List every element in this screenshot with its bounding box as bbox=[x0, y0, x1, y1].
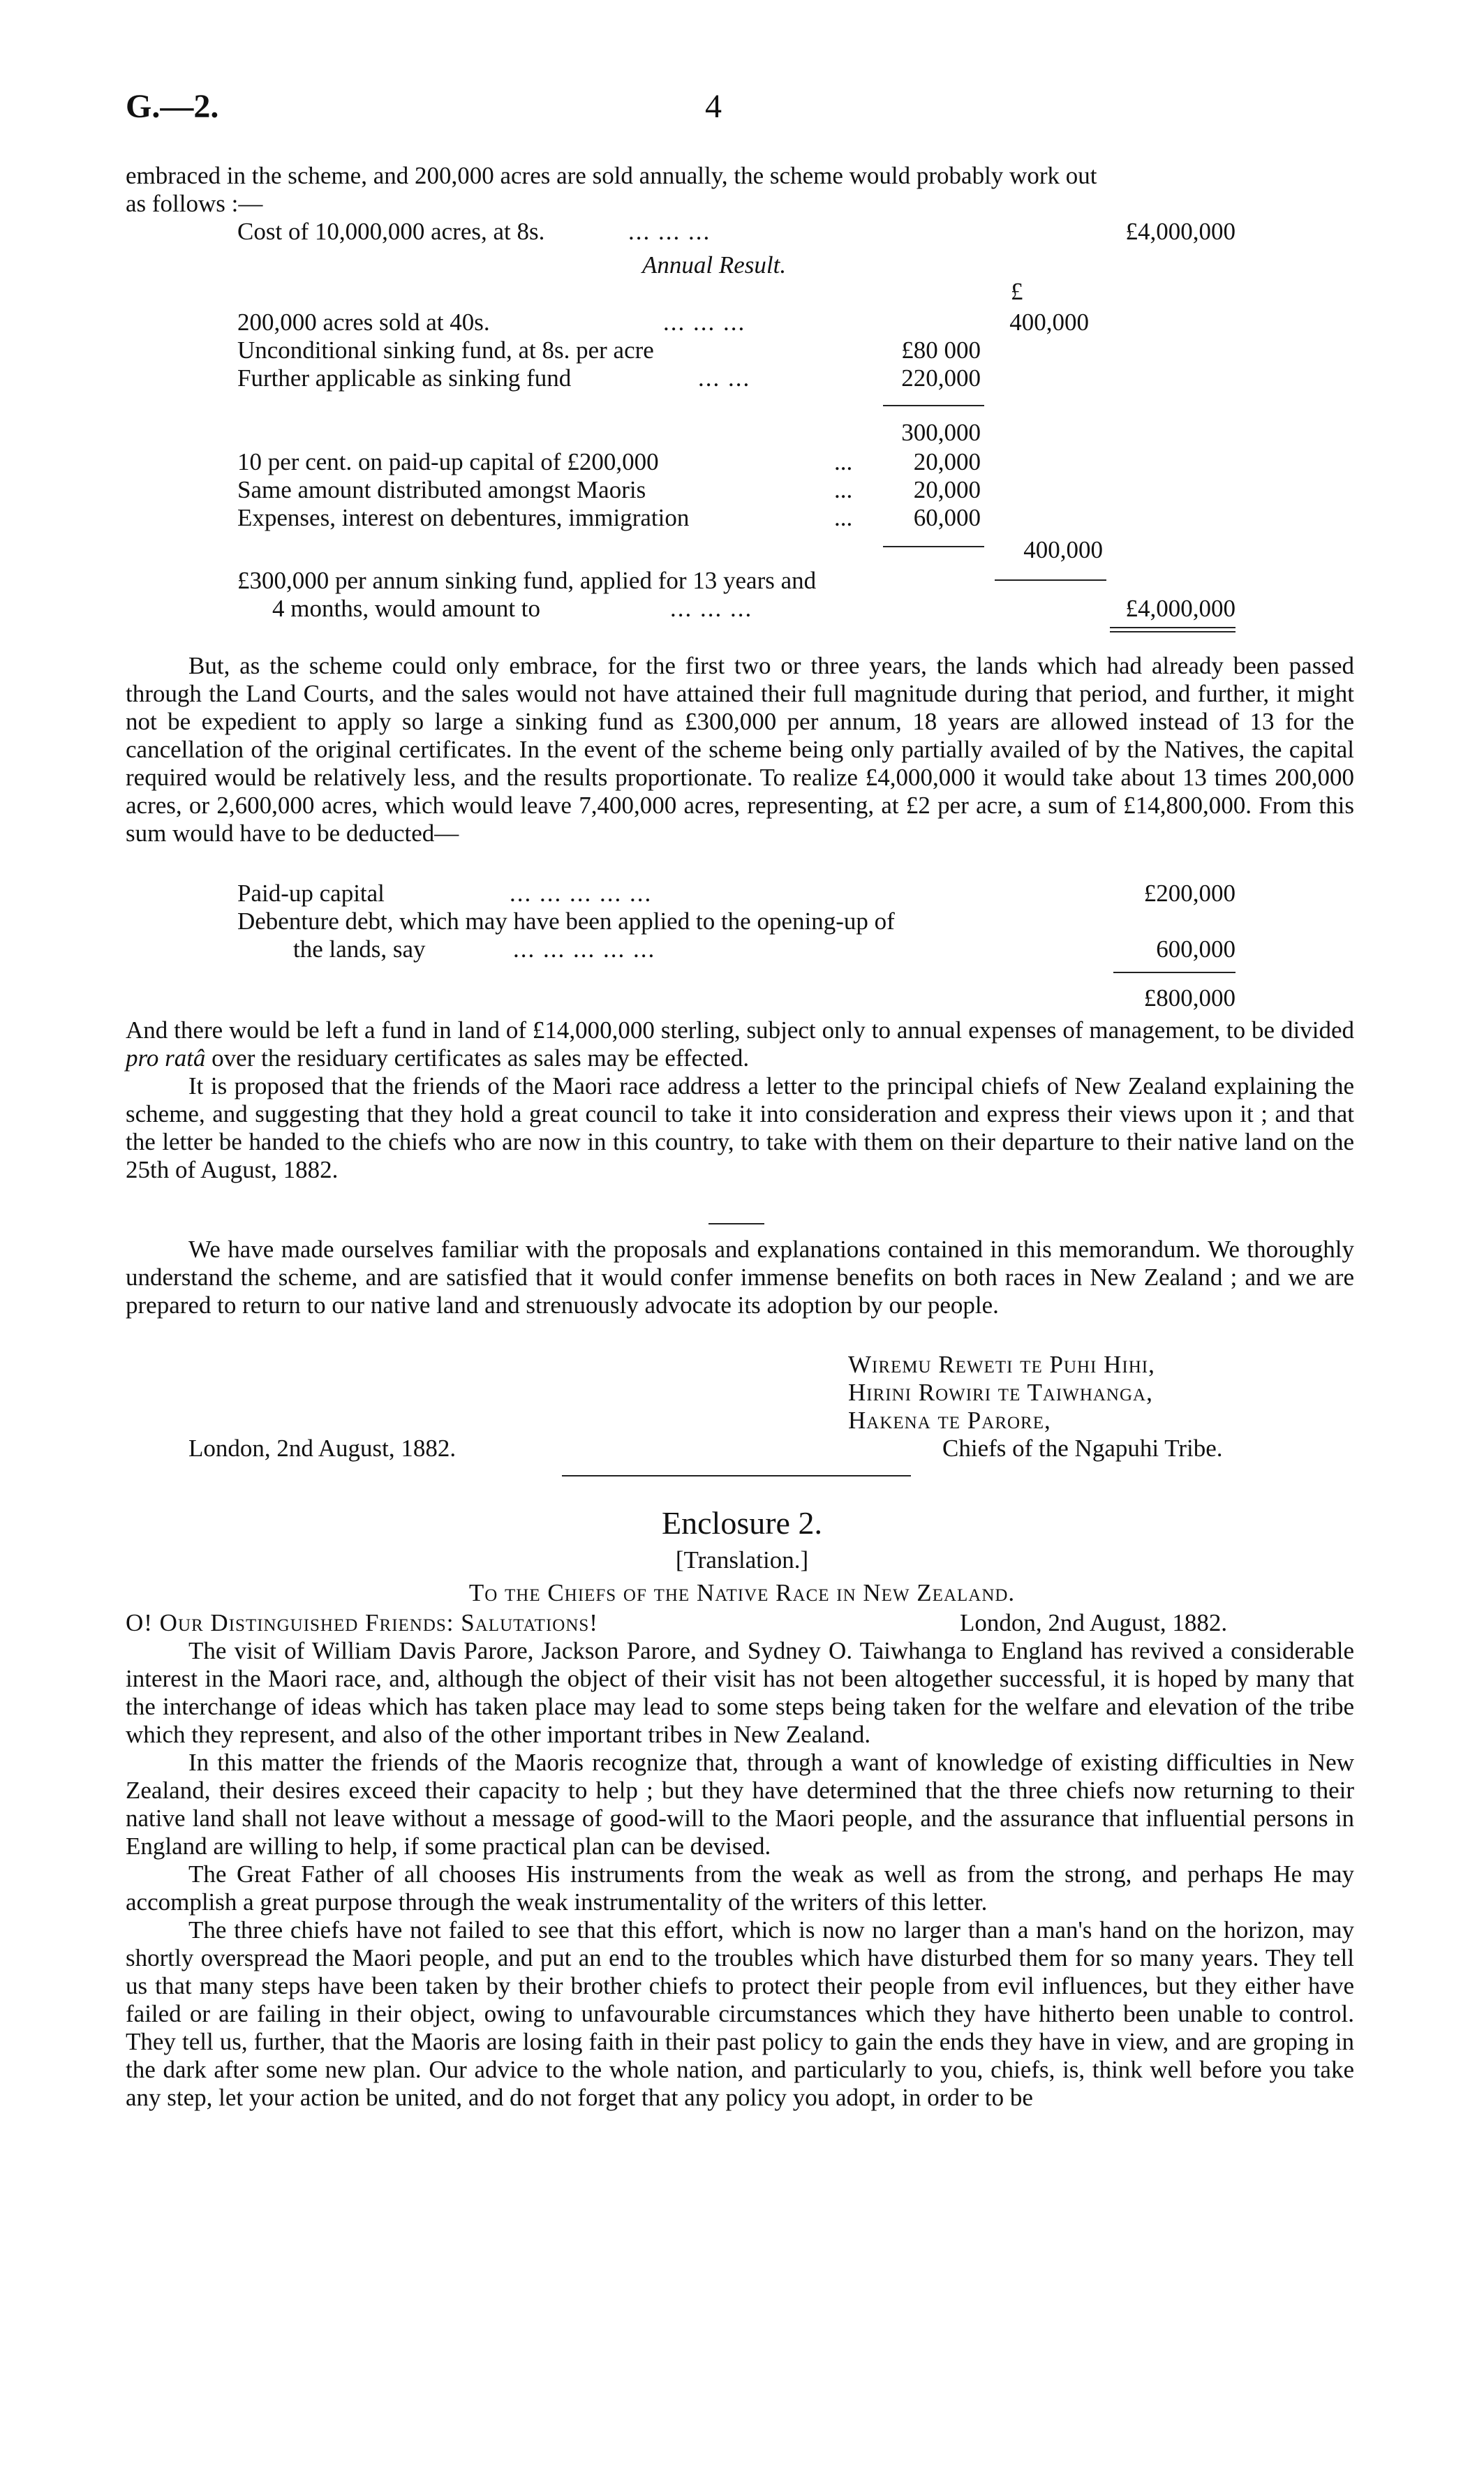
signature-title: Chiefs of the Ngapuhi Tribe. bbox=[942, 1435, 1223, 1462]
subtotal-rule-1 bbox=[883, 405, 984, 406]
signature-1: Wiremu Reweti te Puhi Hihi, bbox=[848, 1351, 1155, 1378]
subtotal-rule-2 bbox=[883, 546, 984, 547]
paragraph-fund-text-a: And there would be left a fund in land of £14,000,000 sterling, subject only to annual expenses of management, to be divided bbox=[126, 1016, 1354, 1044]
total-double-rule-a bbox=[1110, 627, 1236, 628]
t1-row1-amount: 400,000 bbox=[1009, 309, 1089, 336]
signature-2: Hirini Rowiri te Taiwhanga, bbox=[848, 1379, 1153, 1406]
sinking-fund-line-1: £300,000 per annum sinking fund, applied for 13 years and bbox=[237, 567, 817, 594]
letter-paragraph-advice: The three chiefs have not failed to see that this effort, which is now no larger than a man's hand on the horizon, may shortly overspread the Maori people, and put an end to the troubles which have disturbed them for so many years. They tell us that many steps have been taken by their brother chiefs to protect their people from evil influences, but they either have failed or are failing in their object, owing to unfavourable circumstances which they have hitherto been unable to control. They tell us, further, that the Maoris are losing faith in their past policy to gain the ends they have in view, and are groping in the dark after some new plan. Our advice to the whole nation, and particularly to you, chiefs, is, think well before you take any step, let your action be united, and do not forget that any policy you adopt, in order to be bbox=[126, 1916, 1354, 2111]
deduction-1-amount: £200,000 bbox=[1143, 880, 1236, 907]
enclosure-address: To the Chiefs of the Native Race in New Zealand. bbox=[468, 1579, 1016, 1606]
subtotal-1: 300,000 bbox=[901, 419, 981, 446]
letter-date-place: London, 2nd August, 1882. bbox=[188, 1435, 457, 1462]
enclosure-title: Enclosure 2. bbox=[662, 1505, 822, 1541]
total-double-rule-b bbox=[1110, 631, 1236, 632]
t2-row3-label: Expenses, interest on debentures, immigration bbox=[237, 504, 690, 531]
t1-row3-label: Further applicable as sinking fund bbox=[237, 364, 572, 392]
sinking-fund-line-2: 4 months, would amount to bbox=[272, 595, 541, 622]
cost-label: Cost of 10,000,000 acres, at 8s. bbox=[237, 218, 545, 245]
paragraph-chiefs-endorsement: We have made ourselves familiar with the proposals and explanations contained in this memorandum. We thoroughly understand the scheme, and are satisfied that it would confer immense benefits on both races in New Zealand ; and we are prepared to return to our native land and strenuously advocate its adoption by our people. bbox=[126, 1236, 1354, 1319]
t2-row2-label: Same amount distributed amongst Maoris bbox=[237, 476, 646, 503]
deductions-total: £800,000 bbox=[1143, 984, 1236, 1012]
enclosure-date: London, 2nd August, 1882. bbox=[960, 1609, 1228, 1636]
subtotal-2: 400,000 bbox=[1023, 536, 1103, 563]
sinking-fund-dots: ... ... ... bbox=[670, 595, 753, 622]
t2-row3-amount: 60,000 bbox=[913, 504, 981, 531]
paragraph-fund-text-b: over the residuary certificates as sales may be effected. bbox=[205, 1044, 750, 1072]
deductions-rule bbox=[1113, 972, 1236, 973]
intro-line-2: as follows :— bbox=[126, 190, 263, 217]
pro-rata-term: pro ratâ bbox=[126, 1044, 206, 1072]
intro-line-1: embraced in the scheme, and 200,000 acres are sold annually, the scheme would probably work out bbox=[126, 162, 1097, 189]
page-number: 4 bbox=[705, 88, 722, 125]
t2-row2-amount: 20,000 bbox=[913, 476, 981, 503]
paragraph-fund-remaining bbox=[126, 1016, 1354, 1072]
deduction-2-line-2: the lands, say bbox=[293, 935, 426, 963]
signature-3: Hakena te Parore, bbox=[848, 1407, 1051, 1434]
t1-row2-label: Unconditional sinking fund, at 8s. per acre bbox=[237, 336, 654, 364]
t1-row1-label: 200,000 acres sold at 40s. bbox=[237, 309, 490, 336]
deduction-1-label: Paid-up capital bbox=[237, 880, 385, 907]
t2-row1-amount: 20,000 bbox=[913, 448, 981, 475]
letter-paragraph-visit: The visit of William Davis Parore, Jackson Parore, and Sydney O. Taiwhanga to England has revived a considerable interest in the Maori race, and, although the object of their visit has not been altogether successful, it is hoped by many that the interchange of ideas which has taken place may lead to some steps being taken for the welfare and elevation of the tribe which they represent, and also of the other important tribes in New Zealand. bbox=[126, 1637, 1354, 1748]
deduction-2-amount: 600,000 bbox=[1156, 935, 1236, 963]
t2-row1-dots: ... bbox=[834, 448, 853, 475]
annual-result-title: Annual Result. bbox=[642, 251, 787, 279]
section-short-rule bbox=[708, 1223, 764, 1224]
letter-paragraph-friends: In this matter the friends of the Maoris recognize that, through a want of knowledge of existing difficulties in New Zealand, their desires exceed their capacity to help ; but they have determined that the three chiefs now returning to their native land shall not leave without a message of good-will to the Maori people, and the assurance that influential persons in England are willing to help, if some practical plan can be devised. bbox=[126, 1749, 1354, 1860]
sinking-fund-rule bbox=[995, 579, 1106, 581]
paragraph-sinking-fund: But, as the scheme could only embrace, for the first two or three years, the lands which had already been passed through the Land Courts, and the sales would not have attained their full magnitude during that period, and further, it might not be expedient to apply so large a sinking fund as £300,000 per annum, 18 years are allowed instead of 13 for the cancellation of the original certificates. In the event of the scheme being only partially availed of by the Natives, the capital required would be relatively less, and the results proportionate. To realize £4,000,000 it would take about 13 times 200,000 acres, or 2,600,000 acres, which would leave 7,400,000 acres, representing, at £2 per acre, a sum of £14,800,000. From this sum would have to be deducted— bbox=[126, 652, 1354, 847]
t2-row1-label: 10 per cent. on paid-up capital of £200,000 bbox=[237, 448, 659, 475]
pound-sign-header: £ bbox=[1011, 278, 1023, 305]
letter-paragraph-great-father: The Great Father of all chooses His instruments from the weak as well as from the strong, and perhaps He may accomplish a great purpose through the weak instrumentality of the writers of this letter. bbox=[126, 1860, 1354, 1916]
t2-row3-dots: ... bbox=[834, 504, 853, 531]
sinking-fund-amount: £4,000,000 bbox=[1125, 595, 1236, 622]
enclosure-salutation: O! Our Distinguished Friends: Salutations! bbox=[126, 1609, 598, 1636]
cost-amount: £4,000,000 bbox=[1125, 218, 1236, 245]
paragraph-proposal: It is proposed that the friends of the Maori race address a letter to the principal chiefs of New Zealand explaining the scheme, and suggesting that they hold a great council to take it into consideration and express their views upon it ; and that the letter be handed to the chiefs who are now in this country, to take with them on their departure to their native land on the 25th of August, 1882. bbox=[126, 1072, 1354, 1183]
enclosure-translation: [Translation.] bbox=[675, 1546, 809, 1574]
deduction-2-dots: ... ... ... ... ... bbox=[513, 935, 656, 963]
deduction-2-line-1: Debenture debt, which may have been applied to the opening-up of bbox=[237, 908, 895, 935]
deduction-1-dots: ... ... ... ... ... bbox=[510, 880, 653, 907]
t2-row2-dots: ... bbox=[834, 476, 853, 503]
t1-row3-dots: ... ... bbox=[698, 364, 751, 392]
t1-row3-amount: 220,000 bbox=[901, 364, 981, 392]
enclosure-divider bbox=[562, 1475, 911, 1476]
document-reference: G.—2. bbox=[126, 88, 219, 125]
cost-dots: ... ... ... bbox=[628, 218, 711, 245]
t1-row2-amount: £80 000 bbox=[901, 336, 981, 364]
t1-row1-dots: ... ... ... bbox=[663, 309, 746, 336]
